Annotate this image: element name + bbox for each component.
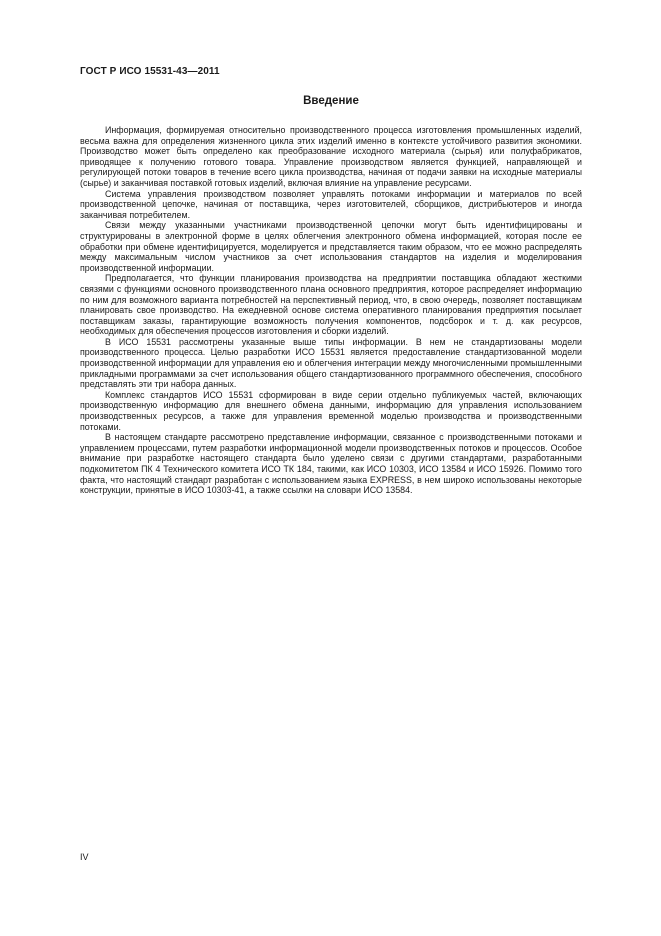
paragraph: В настоящем стандарте рассмотрено представление информации, связанное с производственными потоками и управлением процессами, путем разработки информационной модели производственных потоков и процессов. Особое внимание при разработке настоящего стандарта было уделено связи с другими стандартами, разработанными подкомитетом ПК 4 Технического комитета ИСО ТК 184, такими, как ИСО 10303, ИСО 13584 и ИСО 15926. Помимо того факта, что настоящий стандарт разработан с использованием языка EXPRESS, в нем широко использованы некоторые конструкции, принятые в ИСО 10303-41, а также ссылки на словари ИСО 13584. — [80, 432, 582, 496]
paragraph: Комплекс стандартов ИСО 15531 сформирован в виде серии отдельно публикуемых частей, включающих производственную информацию для внешнего обмена данными, информацию для управления использованием производственных ресурсов, а также для управления временной моделью производства и производственными потоками. — [80, 389, 582, 432]
page-number: IV — [80, 852, 89, 862]
paragraph: Система управления производством позволяет управлять потоками информации и материалов по всей производственной цепочке, начиная от поставщика, через изготовителей, сборщиков, дистрибьютеров и иногда заканчивая потребителем. — [80, 188, 582, 220]
paragraph: Связи между указанными участниками производственной цепочки могут быть идентифицированы и структурированы в электронной форме в целях облегчения электронного обмена информацией, которая после ее обработки при обмене идентифицируется, моделируется и представляется таким образом, что ее можно распределять между максимальным числом участников за счет использования стандартов на изделия и моделирования производственной информации. — [80, 220, 582, 273]
standard-code-header: ГОСТ Р ИСО 15531-43—2011 — [80, 66, 220, 77]
section-title-introduction: Введение — [303, 95, 359, 107]
paragraph: Предполагается, что функции планирования производства на предприятии поставщика обладают жесткими связями с функциями основного производственного плана основного предприятия, которое распределяет информацию по ним для возможного варианта потребностей на перспективный период, что, в свою очередь, позволяет поставщикам планировать свое производство. На ежедневной основе система оперативного планирования предприятия посылает поставщикам заказы, гарантирующие возможность получения компонентов, подсборок и т. д. как ресурсов, необходимых для обеспечения процессов изготовления и сборки изделий. — [80, 273, 582, 337]
introduction-body — [80, 125, 582, 496]
paragraph: Информация, формируемая относительно производственного процесса изготовления промышленных изделий, весьма важна для определения жизненного цикла этих изделий именно в контексте устойчивого развития экономики. Производство может быть определено как преобразование исходного материала (сырья) или полуфабрикатов, приводящее к получению готового товара. Управление производством является функцией, направляющей и регулирующей потоки товаров в течение всего цикла производства, начиная от подачи заявки на исходные материалы (сырье) и заканчивая поставкой готовых изделий, включая влияние на управление ресурсами. — [80, 125, 582, 188]
paragraph: В ИСО 15531 рассмотрены указанные выше типы информации. В нем не стандартизованы модели производственного процесса. Целью разработки ИСО 15531 является предоставление стандартизованной модели производственной информации для управления ею и облегчения интеграции между многочисленными промышленными прикладными программами за счет использования общего стандартизованного программного обеспечения, способного представлять эти три набора данных. — [80, 336, 582, 390]
